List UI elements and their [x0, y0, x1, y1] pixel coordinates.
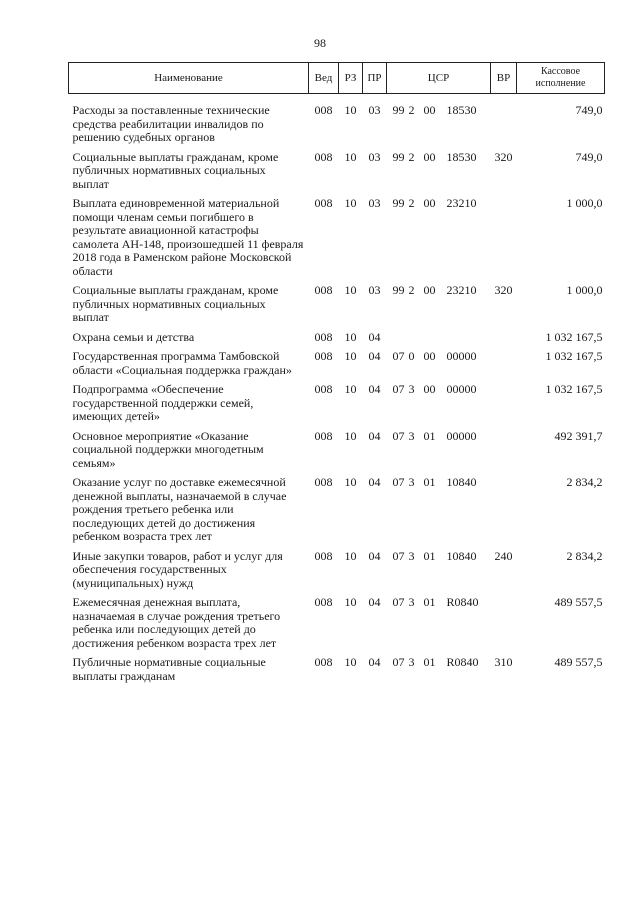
- row-csr3: 01: [423, 548, 436, 563]
- row-rz: 10: [344, 283, 357, 297]
- row-csr: [387, 151, 491, 198]
- row-vr: [491, 476, 517, 550]
- row-name: Ежемесячная денежная выплата, назначаемая в случае рождения третьего ребенка или последующих детей до достижения ребенком возраста трех лет: [72, 595, 281, 650]
- row-csr1: 07: [392, 548, 405, 563]
- row-csr2: 3: [408, 548, 415, 563]
- row-csr1: 99: [392, 283, 405, 297]
- row-csr4: 00000: [446, 382, 477, 396]
- page-number: 98: [314, 36, 326, 50]
- row-rz: 10: [344, 475, 357, 489]
- row-pr: 03: [368, 149, 381, 164]
- row-ved: 008: [314, 329, 333, 344]
- row-csr2: 3: [408, 655, 415, 669]
- row-csr1: 07: [392, 382, 405, 396]
- header-sum-line2: исполнение: [535, 78, 586, 89]
- row-vr: [491, 350, 517, 383]
- row-csr1: 07: [392, 475, 405, 489]
- row-ved: 008: [314, 595, 333, 609]
- row-rz: 10: [344, 655, 357, 669]
- row-csr: [387, 550, 491, 597]
- row-pr: 04: [368, 428, 381, 443]
- header-ved: Вед: [309, 63, 339, 94]
- header-vr: ВР: [491, 63, 517, 94]
- row-csr4: 23210: [446, 196, 477, 210]
- row-csr1: 07: [392, 655, 405, 669]
- header-rz: РЗ: [339, 63, 363, 94]
- table-row: [69, 284, 605, 331]
- row-csr: [387, 656, 491, 689]
- row-vr: [491, 430, 517, 477]
- row-csr4: 23210: [446, 283, 477, 297]
- header-name: Наименование: [69, 63, 309, 94]
- row-vr: 320: [494, 149, 513, 164]
- row-csr: [387, 197, 491, 284]
- table-row: [69, 383, 605, 430]
- header-csr: ЦСР: [387, 63, 491, 94]
- row-ved: 008: [314, 196, 333, 210]
- row-name: Публичные нормативные социальные выплаты гражданам: [72, 655, 266, 683]
- row-csr4: 00000: [446, 349, 477, 363]
- row-csr: [387, 476, 491, 550]
- row-rz: 10: [344, 428, 357, 443]
- row-pr: 04: [368, 595, 381, 609]
- row-csr2: 2: [408, 103, 415, 117]
- row-ved: 008: [314, 103, 333, 117]
- row-ved: 008: [314, 149, 333, 164]
- row-csr3: 01: [423, 655, 436, 669]
- row-sum: 489 557,5: [554, 655, 603, 669]
- row-pr: 04: [368, 475, 381, 489]
- row-pr: 04: [368, 548, 381, 563]
- row-pr: 04: [368, 349, 381, 363]
- row-csr: [387, 331, 491, 351]
- row-sum: 1 000,0: [566, 283, 603, 297]
- row-rz: 10: [344, 548, 357, 563]
- row-csr2: 3: [408, 595, 415, 609]
- row-csr1: 99: [392, 103, 405, 117]
- row-ved: 008: [314, 283, 333, 297]
- row-pr: 03: [368, 196, 381, 210]
- row-sum: 1 000,0: [566, 196, 603, 210]
- table-row: [69, 596, 605, 656]
- table-row: [69, 151, 605, 198]
- row-rz: 10: [344, 382, 357, 396]
- row-rz: 10: [344, 149, 357, 164]
- row-csr1: 07: [392, 595, 405, 609]
- row-csr3: 00: [423, 149, 436, 164]
- table-row: [69, 550, 605, 597]
- row-csr: [387, 350, 491, 383]
- row-ved: 008: [314, 382, 333, 396]
- row-sum: 1 032 167,5: [545, 349, 603, 363]
- row-pr: 04: [368, 655, 381, 669]
- row-name: Расходы за поставленные технические средства реабилитации инвалидов по решению судебных органов: [72, 103, 270, 144]
- row-sum: 749,0: [575, 103, 603, 117]
- row-ved: 008: [314, 655, 333, 669]
- row-vr: [491, 331, 517, 351]
- row-name: Подпрограмма «Обеспечение государственной поддержки семей, имеющих детей»: [72, 382, 254, 423]
- row-csr3: 01: [423, 428, 436, 443]
- row-name: Выплата единовременной материальной помощи членам семьи погибшего в результате авиационной катастрофы самолета АН-148, произошедшей 11 февраля 2018 года в Раменском районе Московской области: [72, 196, 304, 278]
- row-sum: 2 834,2: [566, 548, 603, 563]
- table-body: [69, 94, 605, 690]
- row-csr4: 10840: [446, 548, 477, 563]
- row-vr: [491, 596, 517, 656]
- row-csr2: 3: [408, 475, 415, 489]
- row-csr4: R0840: [446, 655, 479, 669]
- row-csr2: 2: [408, 149, 415, 164]
- row-vr: [491, 197, 517, 284]
- row-csr1: 99: [392, 149, 405, 164]
- row-name: Иные закупки товаров, работ и услуг для обеспечения государственных (муниципальных) нужд: [72, 548, 283, 590]
- row-name: Основное мероприятие «Оказание социальной поддержки многодетным семьям»: [72, 428, 264, 470]
- table-row: [69, 476, 605, 550]
- table-row: [69, 94, 605, 151]
- row-sum: 489 557,5: [554, 595, 603, 609]
- row-pr: 04: [368, 382, 381, 396]
- row-sum: 2 834,2: [566, 475, 603, 489]
- row-csr: [387, 430, 491, 477]
- row-ved: 008: [314, 475, 333, 489]
- row-ved: 008: [314, 428, 333, 443]
- row-csr3: 00: [423, 283, 436, 297]
- row-csr2: 3: [408, 428, 415, 443]
- row-sum: 492 391,7: [554, 428, 603, 443]
- row-name: Социальные выплаты гражданам, кроме публичных нормативных социальных выплат: [72, 149, 279, 191]
- row-rz: 10: [344, 329, 357, 344]
- row-vr: 310: [494, 655, 513, 669]
- row-csr4: 10840: [446, 475, 477, 489]
- row-csr3: 00: [423, 103, 436, 117]
- row-csr2: 3: [408, 382, 415, 396]
- row-csr2: 0: [408, 349, 415, 363]
- row-rz: 10: [344, 196, 357, 210]
- row-ved: 008: [314, 548, 333, 563]
- row-csr1: 07: [392, 349, 405, 363]
- row-csr3: 01: [423, 595, 436, 609]
- table-header-row: [69, 63, 605, 94]
- header-cash-execution: [517, 63, 605, 94]
- row-csr2: 2: [408, 196, 415, 210]
- row-rz: 10: [344, 103, 357, 117]
- row-csr: [387, 284, 491, 331]
- row-vr: 320: [494, 283, 513, 297]
- row-csr: [387, 94, 491, 151]
- table-row: [69, 331, 605, 351]
- row-vr: 240: [494, 548, 513, 563]
- header-sum-line1: Кассовое: [540, 66, 581, 77]
- row-csr4: 18530: [446, 149, 477, 164]
- row-pr: 03: [368, 283, 381, 297]
- row-csr1: 99: [392, 196, 405, 210]
- table-row: [69, 350, 605, 383]
- row-rz: 10: [344, 349, 357, 363]
- table-row: [69, 197, 605, 284]
- row-pr: 04: [368, 329, 381, 344]
- row-csr3: 01: [423, 475, 436, 489]
- row-vr: [491, 383, 517, 430]
- row-csr3: 00: [423, 382, 436, 396]
- row-name: Охрана семьи и детства: [72, 329, 195, 344]
- row-csr4: 00000: [446, 428, 477, 443]
- row-csr2: 2: [408, 283, 415, 297]
- row-sum: 1 032 167,5: [545, 382, 603, 396]
- row-vr: [491, 94, 517, 151]
- header-pr: ПР: [363, 63, 387, 94]
- row-name: Государственная программа Тамбовской области «Социальная поддержка граждан»: [72, 349, 292, 377]
- row-csr: [387, 596, 491, 656]
- row-sum: 749,0: [575, 149, 603, 164]
- row-csr4: R0840: [446, 595, 479, 609]
- row-csr3: 00: [423, 196, 436, 210]
- row-csr: [387, 383, 491, 430]
- row-csr4: 18530: [446, 103, 477, 117]
- row-csr3: 00: [423, 349, 436, 363]
- row-csr1: 07: [392, 428, 405, 443]
- row-name: Социальные выплаты гражданам, кроме публичных нормативных социальных выплат: [72, 283, 279, 324]
- table-row: [69, 656, 605, 689]
- row-sum: 1 032 167,5: [545, 329, 603, 344]
- table-row: [69, 430, 605, 477]
- row-pr: 03: [368, 103, 381, 117]
- row-rz: 10: [344, 595, 357, 609]
- budget-table: [68, 62, 605, 689]
- row-ved: 008: [314, 349, 333, 363]
- row-name: Оказание услуг по доставке ежемесячной денежной выплаты, назначаемой в случае рождения третьего ребенка или последующих детей до достижения ребенком возраста трех лет: [72, 475, 287, 543]
